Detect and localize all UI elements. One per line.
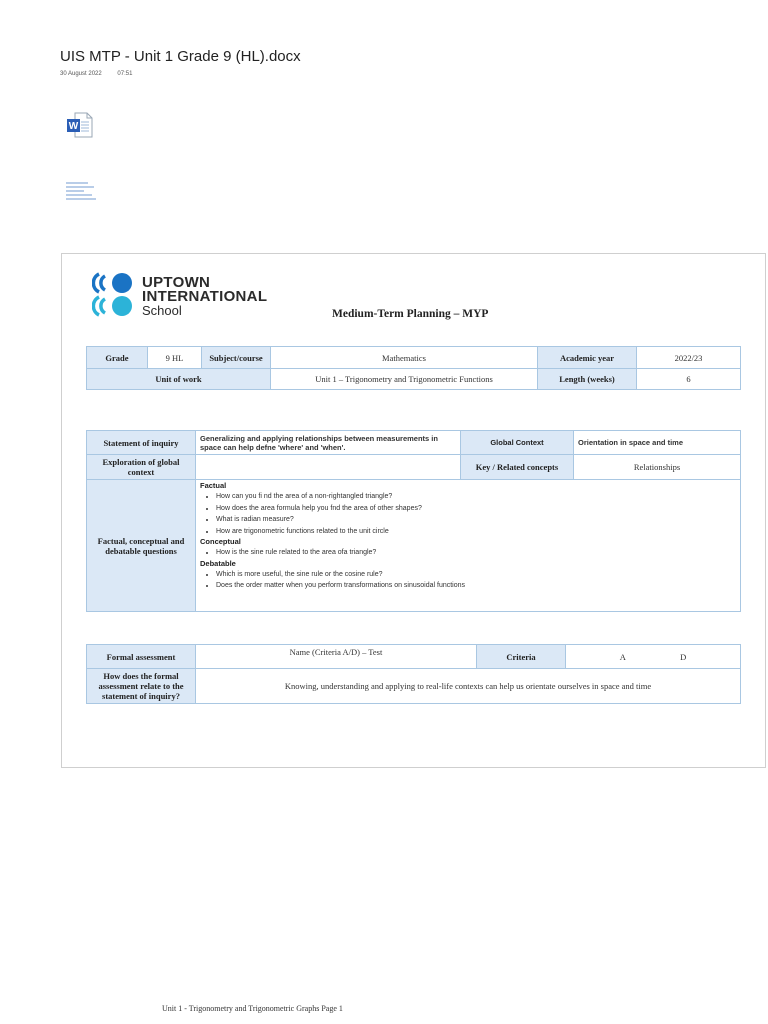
logo-line-school: School bbox=[142, 303, 182, 318]
soi-value: Generalizing and applying relationships between measurements in space can help defne 'where' and 'when'. bbox=[196, 431, 461, 455]
grade-label: Grade bbox=[87, 347, 148, 369]
note-title: UIS MTP - Unit 1 Grade 9 (HL).docx bbox=[60, 48, 301, 65]
soi-label: Statement of inquiry bbox=[87, 431, 196, 455]
academic-year-value: 2022/23 bbox=[637, 347, 741, 369]
word-document-icon[interactable] bbox=[66, 111, 94, 139]
formal-assessment-value: Name (Criteria A/D) – Test bbox=[196, 645, 477, 669]
subject-label: Subject/course bbox=[202, 347, 271, 369]
criteria-a: A bbox=[619, 651, 626, 662]
subject-value: Mathematics bbox=[271, 347, 538, 369]
note-date: 30 August 2022 bbox=[60, 71, 102, 77]
relate-label: How does the formal assessment relate to the statement of inquiry? bbox=[87, 669, 196, 704]
note-timestamp bbox=[60, 71, 146, 77]
embedded-document-page bbox=[61, 253, 766, 768]
debatable-list bbox=[200, 569, 736, 592]
factual-question: • How does the area formula help you fnd the area of other shapes? bbox=[216, 503, 736, 515]
academic-year-label: Academic year bbox=[538, 347, 637, 369]
logo-line-uptown: UPTOWN bbox=[142, 274, 211, 291]
unit-info-table bbox=[86, 346, 741, 390]
global-context-value: Orientation in space and time bbox=[574, 431, 741, 455]
logo-line-international: INTERNATIONAL bbox=[142, 288, 268, 305]
formal-assessment-label: Formal assessment bbox=[87, 645, 196, 669]
conceptual-list bbox=[200, 547, 736, 559]
document-thumbnail-icon[interactable] bbox=[66, 180, 96, 202]
inquiry-table bbox=[86, 430, 741, 612]
length-label: Length (weeks) bbox=[538, 369, 637, 390]
factual-heading: Factual bbox=[200, 481, 227, 490]
concepts-value: Relationships bbox=[574, 455, 741, 480]
factual-list bbox=[200, 491, 736, 537]
note-time: 07:51 bbox=[117, 71, 133, 77]
questions-cell bbox=[196, 480, 741, 612]
debatable-heading: Debatable bbox=[200, 558, 236, 568]
exploration-value bbox=[196, 455, 461, 480]
length-value: 6 bbox=[637, 369, 741, 390]
unit-of-work-value: Unit 1 – Trigonometry and Trigonometric Functions bbox=[271, 369, 538, 390]
unit-of-work-label: Unit of work bbox=[87, 369, 271, 390]
document-heading: Medium-Term Planning – MYP bbox=[332, 308, 489, 320]
assessment-table bbox=[86, 644, 741, 704]
factual-question: • What is radian measure? bbox=[216, 514, 736, 526]
conceptual-heading: Conceptual bbox=[200, 537, 241, 546]
factual-question: • How are trigonometric functions related to the unit circle bbox=[216, 526, 736, 538]
grade-value: 9 HL bbox=[148, 347, 202, 369]
factual-question: • How can you fi nd the area of a non-rightangled triangle? bbox=[216, 491, 736, 503]
criteria-d: D bbox=[680, 651, 687, 662]
exploration-label: Exploration of global context bbox=[87, 455, 196, 480]
concepts-label: Key / Related concepts bbox=[461, 455, 574, 480]
page-footer: Unit 1 - Trigonometry and Trigonometric Graphs Page 1 bbox=[162, 1004, 343, 1013]
global-context-label: Global Context bbox=[461, 431, 574, 455]
school-logo-mark-icon bbox=[92, 272, 140, 320]
criteria-values bbox=[566, 645, 741, 669]
criteria-label: Criteria bbox=[477, 645, 566, 669]
questions-label: Factual, conceptual and debatable questions bbox=[87, 480, 196, 612]
svg-text:W: W bbox=[68, 121, 79, 132]
relate-value: Knowing, understanding and applying to real-life contexts can help us orientate ourselves in space and time bbox=[196, 669, 741, 704]
debatable-question: • Which is more useful, the sine rule or the cosine rule? bbox=[216, 569, 736, 581]
conceptual-question: • How is the sine rule related to the area ofa triangle? bbox=[216, 547, 736, 559]
school-logo bbox=[92, 272, 292, 324]
debatable-question: • Does the order matter when you perform transformations on sinusoidal functions bbox=[216, 580, 736, 592]
